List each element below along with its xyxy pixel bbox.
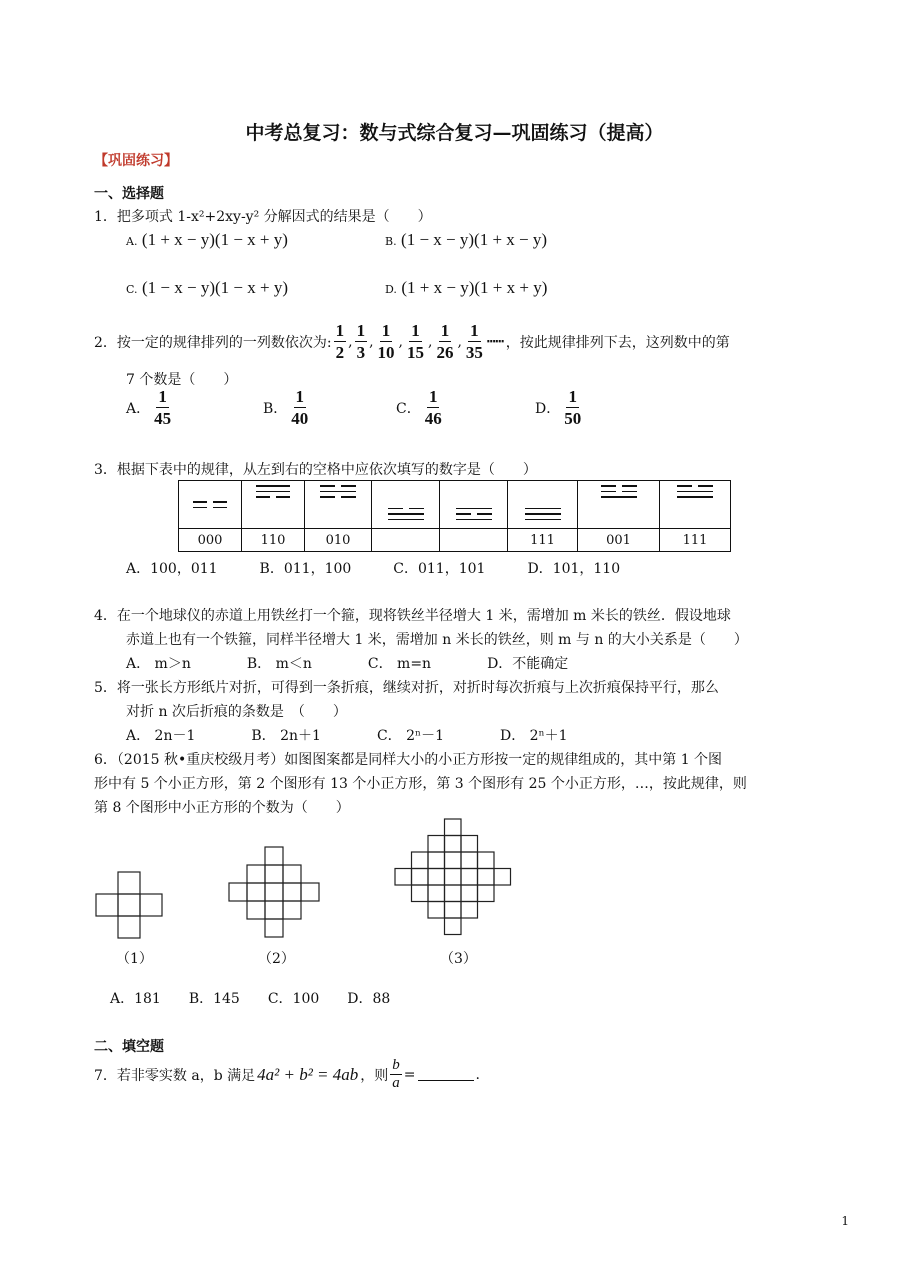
q5-line2: 对折 n 次后折痕的条数是 （ ） bbox=[126, 704, 347, 720]
code-cell bbox=[372, 529, 440, 552]
option-frac: $\frac{1}{40}$ bbox=[291, 387, 309, 428]
trigram-cell bbox=[508, 481, 578, 529]
seq-term-6: $\frac{1}{35}$ bbox=[465, 321, 483, 362]
q6-line1: 6．（2015 秋•重庆校级月考）如图图案都是同样大小的小正方形按一定的规律组成的，其中第 1 个图 bbox=[94, 752, 723, 768]
page-number: 1 bbox=[841, 1214, 849, 1228]
section-choice: 一、选择题 bbox=[94, 186, 164, 202]
trigram-cell bbox=[179, 481, 242, 529]
page-title: 中考总复习：数与式综合复习—巩固练习（提高） bbox=[245, 122, 664, 144]
practice-tag: 【巩固练习】 bbox=[94, 153, 178, 169]
q5-line1: 5．将一张长方形纸片对折，可得到一条折痕，继续对折，对折时每次折痕与上次折痕保持平行，那么 bbox=[94, 680, 719, 696]
code-cell bbox=[440, 529, 508, 552]
q3-options: A．100，011 B．011，100 C．011，101 D．101，110 bbox=[126, 561, 621, 577]
trigram-cell bbox=[305, 481, 372, 529]
q4-line1: 4．在一个地球仪的赤道上用铁丝打一个箍，现将铁丝半径增大 1 米，需增加 m 米长的铁丝．假设地球 bbox=[94, 608, 731, 624]
figure-3 bbox=[395, 819, 511, 935]
option-label: C． bbox=[396, 400, 421, 417]
option-frac: $\frac{1}{45}$ bbox=[154, 387, 172, 428]
fig1-cell bbox=[118, 916, 140, 938]
trigram-cell bbox=[660, 481, 731, 529]
q5-options: A． 2n－1 B． 2n＋1 C． 2ⁿ－1 D． 2ⁿ＋1 bbox=[126, 728, 568, 744]
code-cell: 111 bbox=[660, 529, 731, 552]
square-pattern-drawing bbox=[90, 815, 530, 955]
q2-option-c bbox=[396, 388, 444, 427]
q6-line3: 第 8 个图形中小正方形的个数为（ ） bbox=[94, 800, 350, 816]
seq-term-1: $\frac{1}{2}$ bbox=[335, 321, 345, 362]
q2-option-a bbox=[126, 388, 173, 427]
option-expr: (1 + x − y)(1 + x + y) bbox=[401, 278, 548, 297]
code-cell: 110 bbox=[242, 529, 305, 552]
q2-option-d bbox=[535, 388, 583, 427]
q7-mid: ，则 bbox=[360, 1067, 389, 1084]
q2-stem: 2．按一定的规律排列的一列数依次为: $\frac{1}{2}$ , $\frac{1}{3}$ , $\frac{1}{10}$ , $\frac{1}{15}$ , $\frac{1}{26}$ , $\frac{1}{35}$ ┅┅ ，按此规律排列下去，这列数中的第 bbox=[94, 321, 730, 362]
trigram-cell-blank bbox=[440, 481, 508, 529]
q4-line2: 赤道上也有一个铁箍，同样半径增大 1 米，需增加 n 米长的铁丝，则 m 与 n 的大小关系是（ ） bbox=[126, 632, 748, 648]
fig1-cell bbox=[118, 894, 140, 916]
q7-fraction: $\frac{b}{a}$ bbox=[392, 1057, 400, 1091]
trigram-table bbox=[178, 480, 731, 552]
q1-option-d bbox=[385, 278, 547, 298]
option-expr: (1 + x − y)(1 − x + y) bbox=[141, 230, 288, 249]
fig-label-3: （3） bbox=[440, 951, 477, 967]
code-cell: 001 bbox=[578, 529, 660, 552]
q7-equals: = bbox=[403, 1066, 416, 1083]
q2-prefix: 2．按一定的规律排列的一列数依次为: bbox=[94, 334, 332, 351]
trigram-cell bbox=[578, 481, 660, 529]
seq-ellipsis: ┅┅ bbox=[486, 333, 504, 350]
seq-term-5: $\frac{1}{26}$ bbox=[436, 321, 454, 362]
q2-option-b bbox=[263, 388, 310, 427]
option-frac: $\frac{1}{50}$ bbox=[564, 387, 582, 428]
code-cell: 000 bbox=[179, 529, 242, 552]
section-fill: 二、填空题 bbox=[94, 1039, 164, 1055]
option-label: A． bbox=[126, 400, 151, 417]
seq-term-3: $\frac{1}{10}$ bbox=[377, 321, 395, 362]
fig-label-2: （2） bbox=[258, 951, 295, 967]
q2-suffix: ，按此规律排列下去，这列数中的第 bbox=[505, 334, 730, 351]
q2-line2: 7 个数是（ ） bbox=[126, 372, 238, 388]
option-expr: (1 − x − y)(1 + x − y) bbox=[401, 230, 548, 249]
seq-term-4: $\frac{1}{15}$ bbox=[406, 321, 424, 362]
figure-2 bbox=[229, 847, 319, 937]
q1-option-a bbox=[126, 230, 288, 250]
q1-stem: 1．把多项式 1-x²+2xy-y² 分解因式的结果是（ ） bbox=[94, 209, 432, 225]
option-label: A. bbox=[126, 235, 138, 248]
answer-blank[interactable] bbox=[418, 1068, 474, 1081]
q7-end: . bbox=[475, 1066, 480, 1083]
q1-option-c bbox=[126, 278, 288, 298]
q7-equation: 4a² + b² = 4ab bbox=[257, 1064, 359, 1084]
q6-line2: 形中有 5 个小正方形，第 2 个图形有 13 个小正方形，第 3 个图形有 25 个小正方形，…，按此规律，则 bbox=[94, 776, 747, 792]
option-label: C. bbox=[126, 283, 138, 296]
option-label: B. bbox=[385, 235, 397, 248]
option-frac: $\frac{1}{46}$ bbox=[424, 387, 442, 428]
trigram-cell bbox=[242, 481, 305, 529]
fig-label-1: （1） bbox=[116, 951, 153, 967]
trigram-cell-blank bbox=[372, 481, 440, 529]
q3-stem: 3．根据下表中的规律，从左到右的空格中应依次填写的数字是（ ） bbox=[94, 462, 537, 478]
option-expr: (1 − x − y)(1 − x + y) bbox=[141, 278, 288, 297]
option-label: D． bbox=[535, 400, 561, 417]
fig1-cell bbox=[140, 894, 162, 916]
code-cell: 010 bbox=[305, 529, 372, 552]
q4-options: A． m＞n B． m＜n C． m=n D．不能确定 bbox=[126, 656, 569, 672]
fig1-cell bbox=[96, 894, 118, 916]
seq-term-2: $\frac{1}{3}$ bbox=[356, 321, 366, 362]
code-cell: 111 bbox=[508, 529, 578, 552]
option-label: D. bbox=[385, 283, 397, 296]
fig1-cell bbox=[118, 872, 140, 894]
option-label: B． bbox=[263, 400, 288, 417]
q7-prefix: 7．若非零实数 a，b 满足 bbox=[94, 1067, 256, 1084]
q1-option-b bbox=[385, 230, 547, 250]
q6-options: A．181 B．145 C．100 D．88 bbox=[110, 991, 391, 1007]
q7 bbox=[94, 1058, 480, 1091]
